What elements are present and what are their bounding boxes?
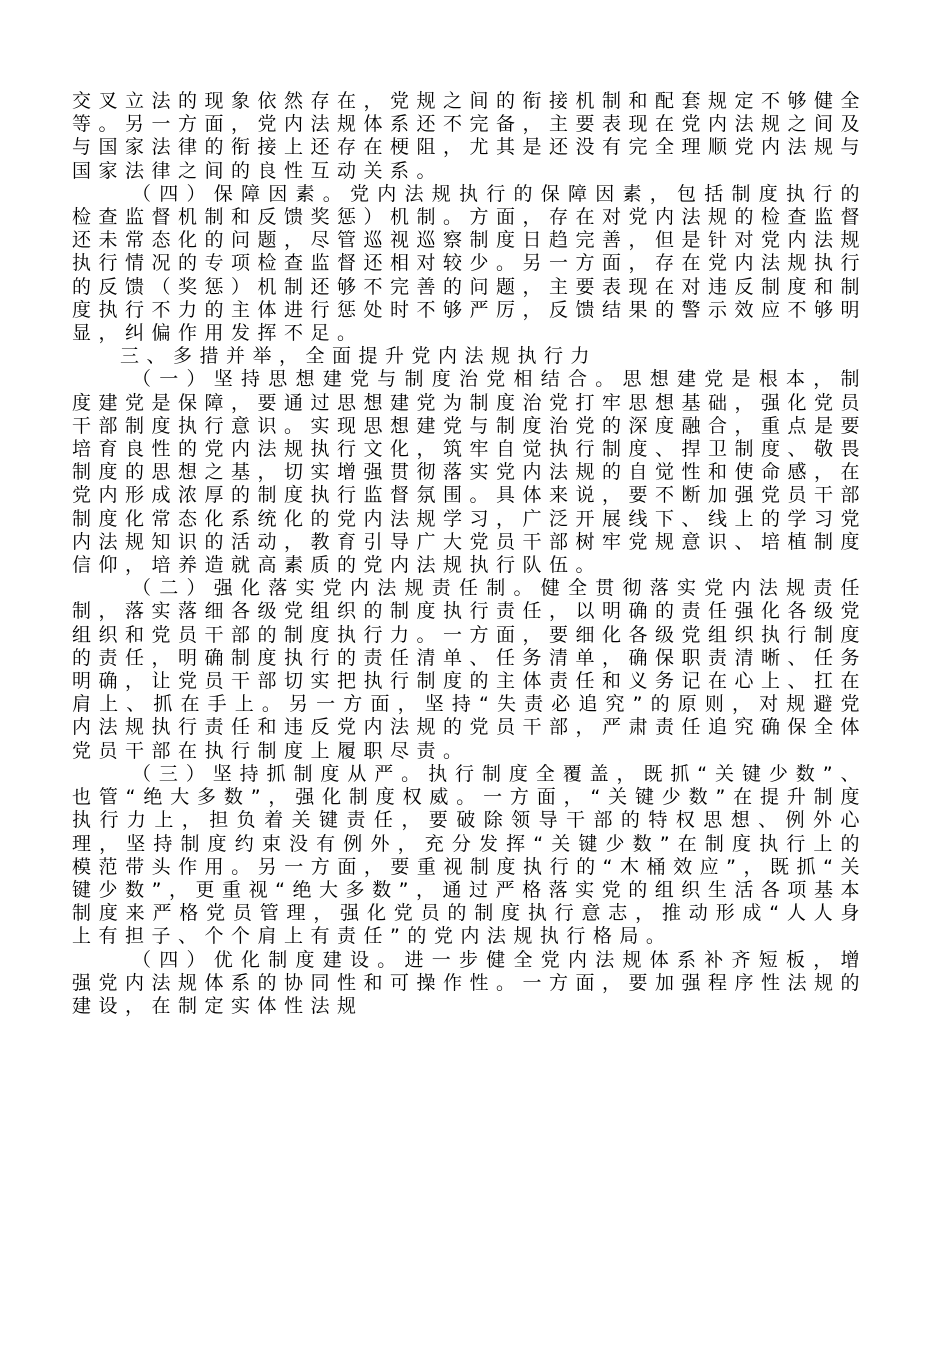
paragraph-point-1: （一）坚持思想建党与制度治党相结合。思想建党是根本，制度建党是保障，要通过思想建党为制度治党打牢思想基础，强化党员干部制度执行意识。实现思想建党与制度治党的深度融合，重点是要培育良性的党内法规执行文化，筑牢自觉执行制度、捍卫制度、敬畏制度的思想之基，切实增强贯彻落实党内法规的自觉性和使命感，在党内形成浓厚的制度执行监督氛围。具体来说，要不断加强党员干部制度化常态化系统化的党内法规学习，广泛开展线下、线上的学习党内法规知识的活动，教育引导广大党员干部树牢党规意识、培植制度信仰，培养造就高素质的党内法规执行队伍。: [72, 368, 868, 577]
paragraph-continuation: 交叉立法的现象依然存在，党规之间的衔接机制和配套规定不够健全等。另一方面，党内法规体系还不完备，主要表现在党内法规之间及与国家法律的衔接上还存在梗阻，尤其是还没有完全理顺党内法规与国家法律之间的良性互动关系。: [72, 90, 868, 182]
document-page: [72, 90, 867, 1018]
section-heading: 三、多措并举，全面提升党内法规执行力: [120, 345, 598, 368]
paragraph-point-3: （三）坚持抓制度从严。执行制度全覆盖，既抓“关键少数”、也管“绝大多数”，强化制度权威。一方面，“关键少数”在提升制度执行力上，担负着关键责任，要破除领导干部的特权思想、例外心理，坚持制度约束没有例外，充分发挥“关键少数”在制度执行上的模范带头作用。另一方面，要重视制度执行的“木桶效应”，既抓“关键少数”，更重视“绝大多数”，通过严格落实党的组织生活各项基本制度来严格党员管理，强化党员的制度执行意志，推动形成“人人身上有担子、个个肩上有责任”的党内法规执行格局。: [72, 762, 867, 948]
paragraph-safeguard-factors: （四）保障因素。党内法规执行的保障因素，包括制度执行的检查监督机制和反馈奖惩）机制。方面，存在对党内法规的检查监督还未常态化的问题，尽管巡视巡察制度日趋完善，但是针对党内法规执行情况的专项检查监督还相对较少。另一方面，存在党内法规执行的反馈（奖惩）机制还够不完善的问题，主要表现在对违反制度和制度执行不力的主体进行惩处时不够严厉，反馈结果的警示效应不够明显，纠偏作用发挥不足。: [72, 182, 868, 345]
paragraph-point-2: （二）强化落实党内法规责任制。健全贯彻落实党内法规责任制，落实落细各级党组织的制度执行责任，以明确的责任强化各级党组织和党员干部的制度执行力。一方面，要细化各级党组织执行制度的责任，明确制度执行的责任清单、任务清单，确保职责清晰、任务明确，让党员干部切实把执行制度的主体责任和义务记在心上、扛在肩上、抓在手上。另一方面，坚持“失责必追究”的原则，对规避党内法规执行责任和违反党内法规的党员干部，严肃责任追究确保全体党员干部在执行制度上履职尽责。: [72, 577, 868, 762]
paragraph-point-4: （四）优化制度建设。进一步健全党内法规体系补齐短板，增强党内法规体系的协同性和可操作性。一方面，要加强程序性法规的建设，在制定实体性法规: [72, 948, 868, 1017]
